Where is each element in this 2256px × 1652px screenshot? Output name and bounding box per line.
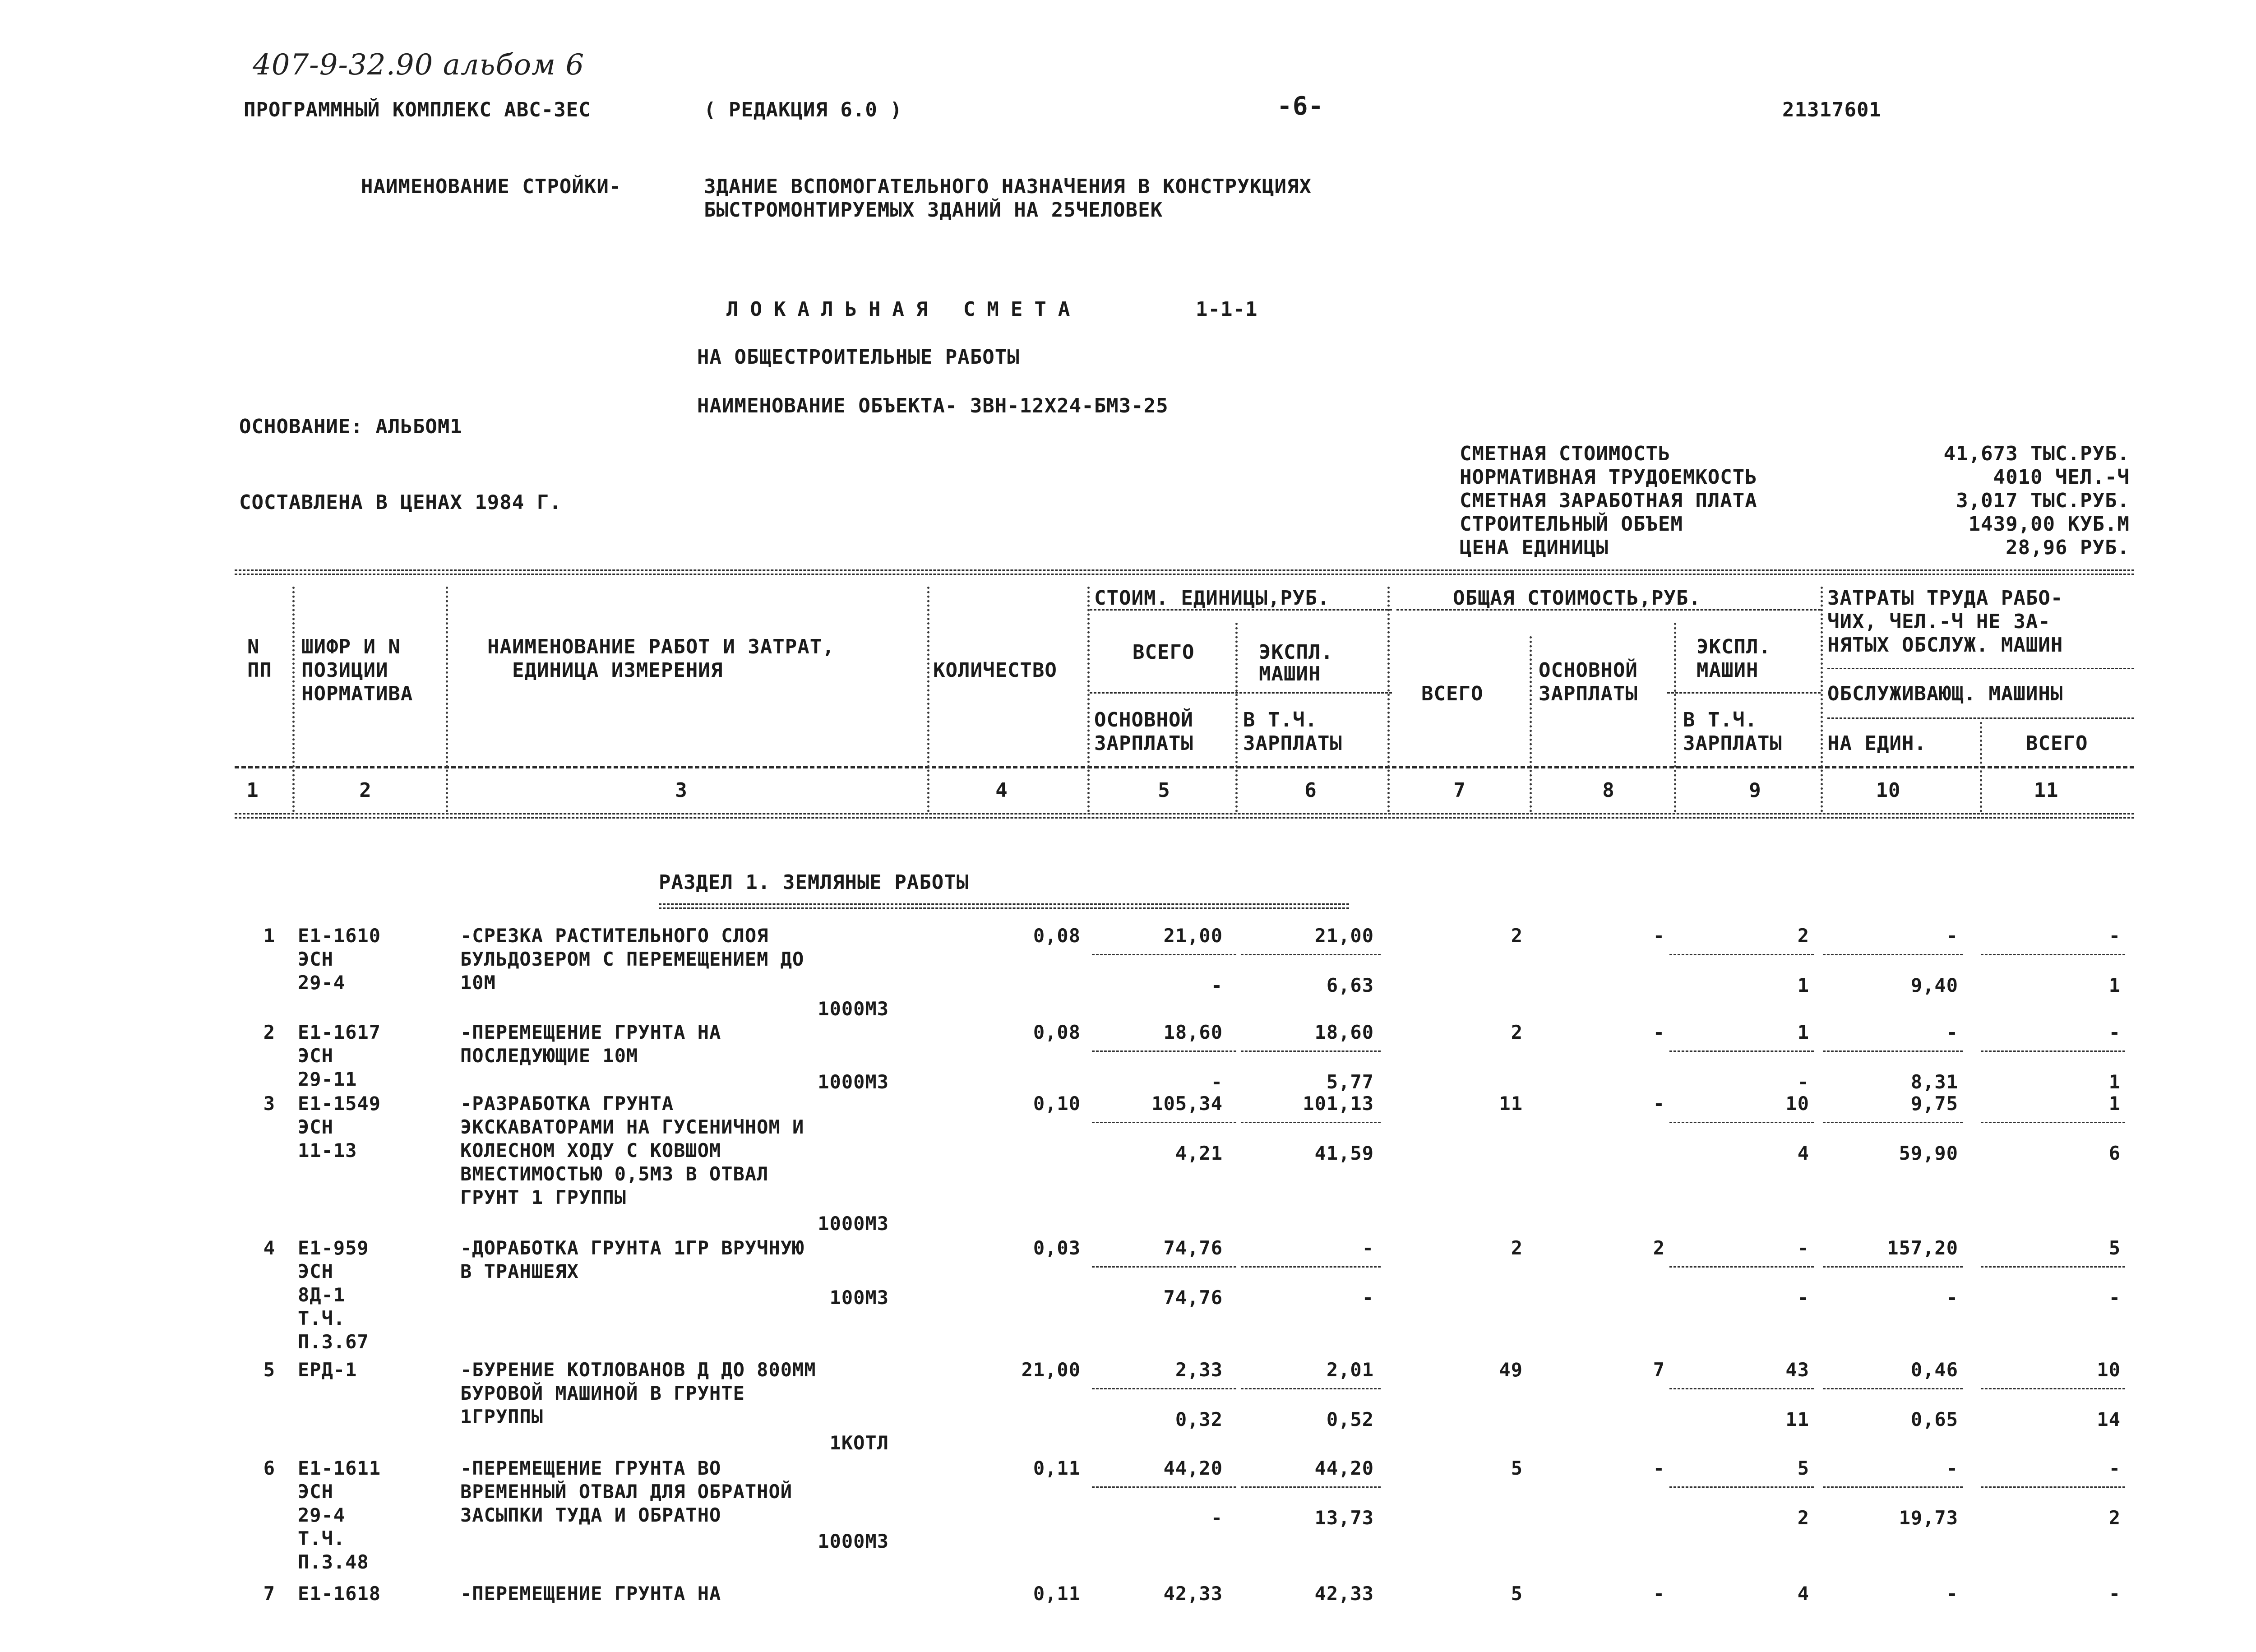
row-name: ЗАСЫПКИ ТУДА И ОБРАТНО [460, 1504, 721, 1526]
unit-machine-label: МАШИН [1259, 662, 1321, 685]
value-underline [1669, 1266, 1814, 1268]
summary-value: 41,673 ТЫС.РУБ. [1943, 442, 2130, 465]
col-code-label: ПОЗИЦИИ [301, 659, 388, 682]
row-quantity: 0,03 [1033, 1237, 1081, 1259]
row-name: -ПЕРЕМЕЩЕНИЕ ГРУНТА НА [460, 1021, 721, 1043]
row-value: 19,73 [1899, 1507, 1958, 1529]
summary-value: 28,96 РУБ. [2006, 536, 2130, 559]
row-code: Е1-1611 [298, 1457, 381, 1479]
row-value: - [1653, 1092, 1665, 1115]
row-value: 5,77 [1326, 1071, 1374, 1093]
row-value: - [1653, 1457, 1665, 1479]
value-underline [1981, 1266, 2125, 1268]
row-code: ЭСН [298, 1481, 333, 1503]
unit-machine-label: ЭКСПЛ. [1259, 641, 1333, 664]
column-number: 4 [995, 779, 1008, 802]
column-number: 5 [1158, 779, 1170, 802]
column-number: 9 [1749, 779, 1761, 802]
row-value: - [2108, 1457, 2121, 1479]
row-value: 9,75 [1910, 1092, 1958, 1115]
row-value: 2,33 [1175, 1359, 1223, 1381]
value-underline [1669, 1122, 1814, 1123]
row-value: 7 [1653, 1359, 1665, 1381]
row-value: 41,59 [1314, 1142, 1374, 1164]
labor-all-label: ВСЕГО [2026, 732, 2088, 755]
row-value: 74,76 [1163, 1286, 1223, 1309]
row-value: 2 [2108, 1507, 2121, 1529]
row-value: 18,60 [1163, 1021, 1223, 1043]
value-underline [1241, 1266, 1381, 1268]
row-unit: 1КОТЛ [829, 1432, 889, 1454]
row-value: 8,31 [1910, 1071, 1958, 1093]
row-quantity: 0,08 [1033, 1021, 1081, 1043]
summary-label: ЦЕНА ЕДИНИЦЫ [1460, 536, 1609, 559]
row-name: 1ГРУППЫ [460, 1406, 544, 1428]
row-value: 2 [1511, 1021, 1523, 1043]
numbers-bottom-rule [235, 813, 2134, 819]
table-top-rule [235, 569, 2134, 575]
row-value: 2 [1511, 1237, 1523, 1259]
total-wage-label: ОСНОВНОЙ [1539, 659, 1638, 682]
value-underline [1823, 954, 1963, 955]
value-underline [1823, 1266, 1963, 1268]
column-separator [292, 587, 295, 812]
row-value: - [1797, 1286, 1809, 1309]
row-value: 1 [2108, 1092, 2121, 1115]
object-name: НАИМЕНОВАНИЕ ОБЪЕКТА- ЗВН-12Х24-БМЗ-25 [697, 394, 1169, 417]
row-value: 43 [1785, 1359, 1809, 1381]
row-code: 29-4 [298, 972, 346, 994]
value-underline [1092, 1050, 1236, 1052]
column-number: 6 [1304, 779, 1317, 802]
total-inwage-label: ЗАРПЛАТЫ [1683, 732, 1782, 755]
summary-value: 4010 ЧЕЛ.-Ч [1993, 466, 2130, 489]
col-num-label: N [247, 635, 260, 658]
total-wage-label: ЗАРПЛАТЫ [1539, 682, 1638, 705]
column-number: 1 [246, 779, 259, 802]
row-value: 5 [1511, 1583, 1523, 1605]
column-separator [1821, 587, 1823, 812]
total-cost-label: ОБЩАЯ СТОИМОСТЬ,РУБ. [1453, 587, 1701, 610]
column-number: 10 [1876, 779, 1901, 802]
row-value: - [1653, 1021, 1665, 1043]
row-value: 4 [1797, 1142, 1809, 1164]
row-value: 5 [2108, 1237, 2121, 1259]
col-code-label: НОРМАТИВА [301, 682, 413, 705]
row-value: - [1946, 1286, 1958, 1309]
row-code: Т.Ч. [298, 1527, 346, 1550]
row-code: Т.Ч. [298, 1307, 346, 1329]
program-name: ПРОГРАММНЫЙ КОМПЛЕКС АВС-3ЕС [244, 98, 591, 121]
row-code: ЭСН [298, 948, 333, 970]
row-number: 1 [263, 925, 275, 947]
row-name: БУРОВОЙ МАШИНОЙ В ГРУНТЕ [460, 1382, 745, 1404]
row-unit: 1000М3 [818, 998, 889, 1020]
row-quantity: 0,10 [1033, 1092, 1081, 1115]
unit-total-label: ВСЕГО [1133, 641, 1195, 664]
row-value: 2 [1797, 1507, 1809, 1529]
summary-value: 3,017 ТЫС.РУБ. [1956, 489, 2130, 512]
labor-serv-label: ОБСЛУЖИВАЮЩ. МАШИНЫ [1827, 682, 2063, 705]
row-code: ЭСН [298, 1260, 333, 1282]
row-name: В ТРАНШЕЯХ [460, 1260, 579, 1282]
row-value: 0,65 [1910, 1408, 1958, 1430]
row-name: БУЛЬДОЗЕРОМ С ПЕРЕМЕЩЕНИЕМ ДО [460, 948, 804, 970]
row-value: 21,00 [1163, 925, 1223, 947]
row-number: 6 [263, 1457, 275, 1479]
row-value: 2,01 [1326, 1359, 1374, 1381]
basis: ОСНОВАНИЕ: АЛЬБОМ1 [239, 415, 462, 438]
row-number: 3 [263, 1092, 275, 1115]
value-underline [1241, 1388, 1381, 1389]
column-separator [927, 587, 929, 812]
column-separator [1674, 623, 1676, 812]
labor-unit-label: НА ЕДИН. [1827, 732, 1927, 755]
value-underline [1241, 1486, 1381, 1488]
row-value: - [1211, 1071, 1223, 1093]
column-separator [1387, 587, 1390, 812]
row-value: - [1946, 1457, 1958, 1479]
row-unit: 1000М3 [818, 1212, 889, 1235]
value-underline [1823, 1388, 1963, 1389]
section-underline [659, 903, 1349, 909]
value-underline [1669, 1486, 1814, 1488]
value-underline [1981, 954, 2125, 955]
row-value: - [1653, 1583, 1665, 1605]
estimate-title: ЛОКАЛЬНАЯ СМЕТА [726, 298, 1082, 321]
col-num-label: ПП [247, 659, 272, 682]
row-quantity: 0,11 [1033, 1583, 1081, 1605]
row-value: - [2108, 1286, 2121, 1309]
summary-value: 1439,00 КУБ.М [1968, 513, 2130, 536]
value-underline [1092, 1486, 1236, 1488]
row-name: -БУРЕНИЕ КОТЛОВАНОВ Д ДО 800ММ [460, 1359, 816, 1381]
row-value: 59,90 [1899, 1142, 1958, 1164]
row-name: -ПЕРЕМЕЩЕНИЕ ГРУНТА ВО [460, 1457, 721, 1479]
row-code: 29-4 [298, 1504, 346, 1526]
edition: ( РЕДАКЦИЯ 6.0 ) [704, 98, 902, 121]
row-value: 1 [2108, 1071, 2121, 1093]
construction-line-1: ЗДАНИЕ ВСПОМОГАТЕЛЬНОГО НАЗНАЧЕНИЯ В КОНСТРУКЦИЯХ [704, 175, 1312, 198]
row-value: - [1797, 1237, 1809, 1259]
value-underline [1092, 1122, 1236, 1123]
row-code: ЕРД-1 [298, 1359, 357, 1381]
row-value: - [1362, 1237, 1374, 1259]
row-name: КОЛЕСНОМ ХОДУ С КОВШОМ [460, 1139, 721, 1161]
estimate-number: 1-1-1 [1196, 298, 1258, 321]
row-value: 10 [2097, 1359, 2121, 1381]
row-value: 2 [1653, 1237, 1665, 1259]
document-code: 21317601 [1782, 98, 1882, 121]
row-quantity: 0,08 [1033, 925, 1081, 947]
price-level: СОСТАВЛЕНА В ЦЕНАХ 1984 Г. [239, 491, 562, 514]
row-unit: 1000М3 [818, 1530, 889, 1552]
row-code: Е1-959 [298, 1237, 369, 1259]
column-number: 11 [2034, 779, 2059, 802]
construction-line-2: БЫСТРОМОНТИРУЕМЫХ ЗДАНИЙ НА 25ЧЕЛОВЕК [704, 199, 1163, 222]
value-underline [1669, 1050, 1814, 1052]
row-name: -ДОРАБОТКА ГРУНТА 1ГР ВРУЧНУЮ [460, 1237, 804, 1259]
unit-wage-label: ЗАРПЛАТЫ [1094, 732, 1193, 755]
row-value: 157,20 [1887, 1237, 1958, 1259]
section-title: РАЗДЕЛ 1. ЗЕМЛЯНЫЕ РАБОТЫ [659, 871, 969, 894]
row-value: - [1946, 1583, 1958, 1605]
col-code-label: ШИФР И N [301, 635, 401, 658]
row-code: Е1-1617 [298, 1021, 381, 1043]
row-value: 49 [1499, 1359, 1523, 1381]
row-value: - [1946, 925, 1958, 947]
column-number: 2 [359, 779, 372, 802]
row-value: 42,33 [1163, 1583, 1223, 1605]
row-value: 1 [2108, 974, 2121, 996]
row-value: 5 [1511, 1457, 1523, 1479]
row-value: - [2108, 925, 2121, 947]
labor-label: ЧИХ, ЧЕЛ.-Ч НЕ ЗА- [1827, 610, 2051, 633]
summary-label: НОРМАТИВНАЯ ТРУДОЕМКОСТЬ [1460, 466, 1757, 489]
total-machine-label: ЭКСПЛ. [1697, 635, 1771, 658]
page-number: -6- [1277, 92, 1324, 121]
row-unit: 100М3 [829, 1286, 889, 1309]
row-value: 2 [1511, 925, 1523, 947]
row-value: 1 [1797, 974, 1809, 996]
row-value: 101,13 [1303, 1092, 1374, 1115]
column-separator [1530, 636, 1532, 812]
column-separator [1087, 587, 1090, 812]
header-inner-rule [1090, 692, 1392, 694]
row-name: -РАЗРАБОТКА ГРУНТА [460, 1092, 674, 1115]
row-value: - [1362, 1286, 1374, 1309]
value-underline [1823, 1486, 1963, 1488]
row-quantity: 0,11 [1033, 1457, 1081, 1479]
summary-label: СМЕТНАЯ СТОИМОСТЬ [1460, 442, 1671, 465]
unit-inwage-label: ЗАРПЛАТЫ [1243, 732, 1342, 755]
column-number: 8 [1602, 779, 1615, 802]
row-code: 11-13 [298, 1139, 357, 1161]
row-value: 44,20 [1163, 1457, 1223, 1479]
labor-label: ЗАТРАТЫ ТРУДА РАБО- [1827, 587, 2063, 610]
value-underline [1669, 954, 1814, 955]
row-value: - [1946, 1021, 1958, 1043]
summary-label: СМЕТНАЯ ЗАРАБОТНАЯ ПЛАТА [1460, 489, 1757, 512]
value-underline [1092, 1266, 1236, 1268]
row-value: - [2108, 1021, 2121, 1043]
row-number: 2 [263, 1021, 275, 1043]
row-value: 44,20 [1314, 1457, 1374, 1479]
row-value: - [1653, 925, 1665, 947]
row-name: -ПЕРЕМЕЩЕНИЕ ГРУНТА НА [460, 1583, 721, 1605]
col-quantity-label: КОЛИЧЕСТВО [933, 659, 1057, 682]
row-value: - [1211, 1507, 1223, 1529]
row-value: 42,33 [1314, 1583, 1374, 1605]
row-name: ПОСЛЕДУЮЩИЕ 10М [460, 1045, 638, 1067]
row-value: 11 [1785, 1408, 1809, 1430]
row-value: 105,34 [1151, 1092, 1223, 1115]
row-value: 2 [1797, 925, 1809, 947]
unit-cost-label: СТОИМ. ЕДИНИЦЫ,РУБ. [1094, 587, 1330, 610]
row-value: 4,21 [1175, 1142, 1223, 1164]
value-underline [1823, 1050, 1963, 1052]
estimate-for: НА ОБЩЕСТРОИТЕЛЬНЫЕ РАБОТЫ [697, 346, 1020, 369]
row-value: 6 [2108, 1142, 2121, 1164]
row-name: ВМЕСТИМОСТЬЮ 0,5М3 В ОТВАЛ [460, 1163, 769, 1185]
col-name-label: ЕДИНИЦА ИЗМЕРЕНИЯ [512, 659, 723, 682]
value-underline [1981, 1050, 2125, 1052]
labor-label: НЯТЫХ ОБСЛУЖ. МАШИН [1827, 634, 2063, 657]
row-value: - [1211, 974, 1223, 996]
row-value: - [2108, 1583, 2121, 1605]
row-code: 8Д-1 [298, 1284, 346, 1306]
header-inner-rule [1667, 692, 1821, 694]
column-number: 7 [1453, 779, 1466, 802]
unit-wage-label: ОСНОВНОЙ [1094, 708, 1193, 731]
row-value: 0,52 [1326, 1408, 1374, 1430]
row-number: 5 [263, 1359, 275, 1381]
row-value: 0,46 [1910, 1359, 1958, 1381]
row-number: 4 [263, 1237, 275, 1259]
row-code: ЭСН [298, 1045, 333, 1067]
column-number: 3 [675, 779, 688, 802]
handwritten-note: 407-9-32.90 альбом 6 [253, 48, 585, 82]
header-bottom-rule [235, 766, 2134, 768]
total-inwage-label: В Т.Ч. [1683, 708, 1757, 731]
row-value: 6,63 [1326, 974, 1374, 996]
total-all-label: ВСЕГО [1421, 682, 1484, 705]
header-inner-rule [1827, 717, 2134, 719]
row-value: 74,76 [1163, 1237, 1223, 1259]
value-underline [1092, 1388, 1236, 1389]
row-code: Е1-1618 [298, 1583, 381, 1605]
value-underline [1981, 1122, 2125, 1123]
summary-label: СТРОИТЕЛЬНЫЙ ОБЪЕМ [1460, 513, 1683, 536]
row-code: П.3.48 [298, 1551, 369, 1573]
row-number: 7 [263, 1583, 275, 1605]
row-value: 11 [1499, 1092, 1523, 1115]
row-code: 29-11 [298, 1068, 357, 1090]
row-value: 21,00 [1314, 925, 1374, 947]
row-code: ЭСН [298, 1116, 333, 1138]
col-name-label: НАИМЕНОВАНИЕ РАБОТ И ЗАТРАТ, [487, 635, 835, 658]
row-value: 14 [2097, 1408, 2121, 1430]
row-value: - [1797, 1071, 1809, 1093]
value-underline [1981, 1388, 2125, 1389]
row-value: 4 [1797, 1583, 1809, 1605]
construction-label: НАИМЕНОВАНИЕ СТРОЙКИ- [361, 175, 622, 198]
column-separator [1980, 722, 1982, 812]
row-value: 13,73 [1314, 1507, 1374, 1529]
row-name: ВРЕМЕННЫЙ ОТВАЛ ДЛЯ ОБРАТНОЙ [460, 1481, 793, 1503]
row-value: 0,32 [1175, 1408, 1223, 1430]
row-name: -СРЕЗКА РАСТИТЕЛЬНОГО СЛОЯ [460, 925, 769, 947]
value-underline [1241, 1122, 1381, 1123]
header-inner-rule [1827, 668, 2134, 669]
row-unit: 1000М3 [818, 1071, 889, 1093]
row-value: 5 [1797, 1457, 1809, 1479]
value-underline [1241, 954, 1381, 955]
row-value: 9,40 [1910, 974, 1958, 996]
unit-inwage-label: В Т.Ч. [1243, 708, 1318, 731]
value-underline [1092, 954, 1236, 955]
column-separator [1235, 623, 1238, 812]
row-code: Е1-1549 [298, 1092, 381, 1115]
row-quantity: 21,00 [1021, 1359, 1081, 1381]
value-underline [1981, 1486, 2125, 1488]
value-underline [1669, 1388, 1814, 1389]
row-code: Е1-1610 [298, 925, 381, 947]
row-value: 10 [1785, 1092, 1809, 1115]
total-machine-label: МАШИН [1697, 659, 1759, 682]
row-name: 10М [460, 972, 496, 994]
row-code: П.3.67 [298, 1331, 369, 1353]
value-underline [1241, 1050, 1381, 1052]
row-name: ЭКСКАВАТОРАМИ НА ГУСЕНИЧНОМ И [460, 1116, 804, 1138]
row-value: 1 [1797, 1021, 1809, 1043]
value-underline [1823, 1122, 1963, 1123]
row-value: 18,60 [1314, 1021, 1374, 1043]
row-name: ГРУНТ 1 ГРУППЫ [460, 1186, 627, 1208]
column-separator [446, 587, 448, 812]
